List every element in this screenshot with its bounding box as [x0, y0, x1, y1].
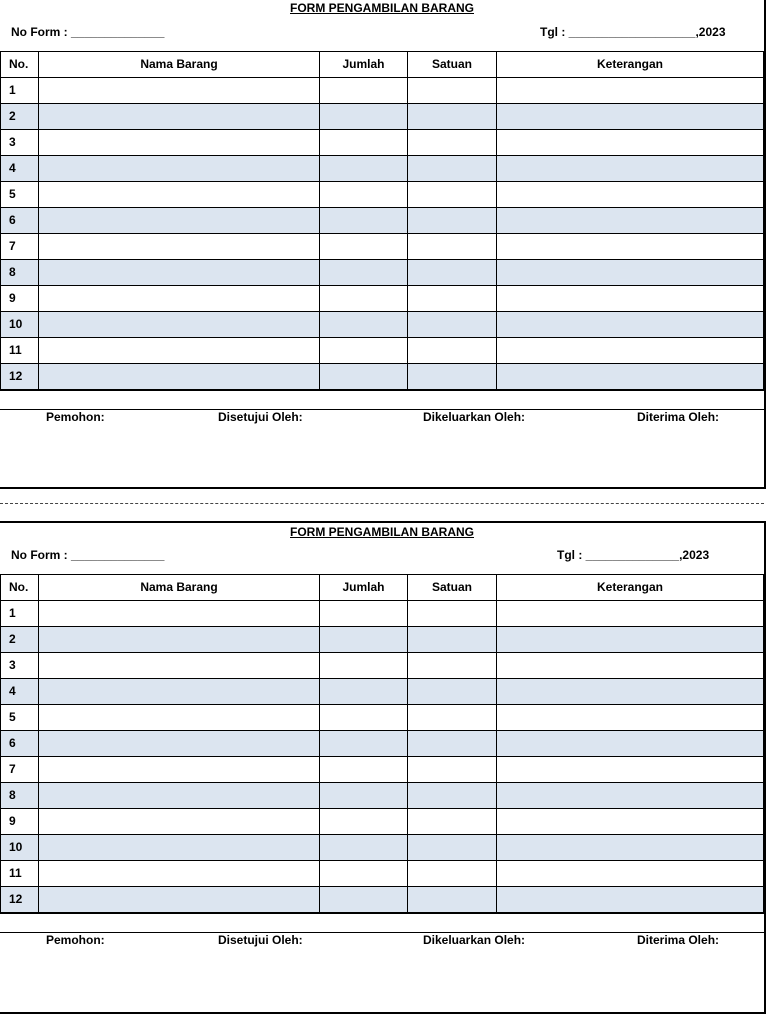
row-number-cell: 8	[1, 783, 39, 809]
row-number-cell: 2	[1, 104, 39, 130]
table-row	[1, 887, 764, 914]
notes-cell[interactable]	[497, 705, 764, 731]
unit-cell[interactable]	[408, 653, 497, 679]
unit-cell[interactable]	[408, 156, 497, 182]
quantity-cell[interactable]	[320, 338, 408, 364]
table-row	[1, 286, 764, 312]
signature-received-by: Diterima Oleh:	[637, 933, 720, 947]
notes-cell[interactable]	[497, 260, 764, 286]
table-row	[1, 104, 764, 130]
table-row	[1, 653, 764, 679]
quantity-cell[interactable]	[320, 653, 408, 679]
quantity-cell[interactable]	[320, 809, 408, 835]
quantity-cell[interactable]	[320, 78, 408, 104]
table-header-row	[1, 52, 764, 78]
row-number-cell: 11	[1, 338, 39, 364]
col-header-unit: Satuan	[408, 575, 497, 601]
table-row	[1, 861, 764, 887]
notes-cell[interactable]	[497, 601, 764, 627]
item-name-cell[interactable]	[39, 156, 320, 182]
table-row	[1, 731, 764, 757]
row-number-cell: 12	[1, 887, 39, 914]
form-title: FORM PENGAMBILAN BARANG	[290, 1, 474, 15]
col-header-notes: Keterangan	[497, 575, 764, 601]
item-name-cell[interactable]	[39, 731, 320, 757]
notes-cell[interactable]	[497, 364, 764, 391]
row-number-cell: 10	[1, 312, 39, 338]
table-header-row	[1, 575, 764, 601]
signature-issued-by: Dikeluarkan Oleh:	[423, 410, 526, 424]
unit-cell[interactable]	[408, 731, 497, 757]
item-name-cell[interactable]	[39, 861, 320, 887]
item-name-cell[interactable]	[39, 653, 320, 679]
signature-approved-by: Disetujui Oleh:	[218, 410, 303, 424]
table-row	[1, 809, 764, 835]
item-name-cell[interactable]	[39, 705, 320, 731]
item-name-cell[interactable]	[39, 887, 320, 914]
item-name-cell[interactable]	[39, 809, 320, 835]
unit-cell[interactable]	[408, 705, 497, 731]
quantity-cell[interactable]	[320, 705, 408, 731]
row-number-cell: 7	[1, 234, 39, 260]
item-name-cell[interactable]	[39, 783, 320, 809]
unit-cell[interactable]	[408, 601, 497, 627]
col-header-no: No.	[1, 575, 39, 601]
notes-cell[interactable]	[497, 783, 764, 809]
quantity-cell[interactable]	[320, 260, 408, 286]
unit-cell[interactable]	[408, 809, 497, 835]
table-row	[1, 601, 764, 627]
col-header-quantity: Jumlah	[320, 575, 408, 601]
table-row	[1, 783, 764, 809]
notes-cell[interactable]	[497, 757, 764, 783]
signature-applicant: Pemohon:	[46, 933, 105, 947]
notes-cell[interactable]	[497, 312, 764, 338]
row-number-cell: 12	[1, 364, 39, 391]
table-row	[1, 260, 764, 286]
row-number-cell: 1	[1, 601, 39, 627]
unit-cell[interactable]	[408, 312, 497, 338]
date-field[interactable]: Tgl : ______________,2023	[557, 548, 710, 562]
unit-cell[interactable]	[408, 887, 497, 914]
col-header-unit: Satuan	[408, 52, 497, 78]
quantity-cell[interactable]	[320, 364, 408, 391]
unit-cell[interactable]	[408, 783, 497, 809]
row-number-cell: 10	[1, 835, 39, 861]
items-table-body	[1, 601, 764, 914]
unit-cell[interactable]	[408, 104, 497, 130]
notes-cell[interactable]	[497, 234, 764, 260]
quantity-cell[interactable]	[320, 182, 408, 208]
unit-cell[interactable]	[408, 757, 497, 783]
table-row	[1, 182, 764, 208]
item-name-cell[interactable]	[39, 835, 320, 861]
unit-cell[interactable]	[408, 835, 497, 861]
unit-cell[interactable]	[408, 208, 497, 234]
item-name-cell[interactable]	[39, 679, 320, 705]
items-table	[0, 51, 764, 391]
quantity-cell[interactable]	[320, 286, 408, 312]
row-number-cell: 8	[1, 260, 39, 286]
quantity-cell[interactable]	[320, 627, 408, 653]
quantity-cell[interactable]	[320, 312, 408, 338]
notes-cell[interactable]	[497, 182, 764, 208]
date-field[interactable]: Tgl : ___________________,2023	[540, 25, 726, 39]
row-number-cell: 6	[1, 208, 39, 234]
col-header-item-name: Nama Barang	[39, 52, 320, 78]
row-number-cell: 9	[1, 286, 39, 312]
row-number-cell: 2	[1, 627, 39, 653]
item-name-cell[interactable]	[39, 601, 320, 627]
col-header-quantity: Jumlah	[320, 52, 408, 78]
item-name-cell[interactable]	[39, 627, 320, 653]
notes-cell[interactable]	[497, 835, 764, 861]
signature-applicant: Pemohon:	[46, 410, 105, 424]
notes-cell[interactable]	[497, 679, 764, 705]
form-number-field[interactable]: No Form : ______________	[11, 25, 165, 39]
notes-cell[interactable]	[497, 338, 764, 364]
item-name-cell[interactable]	[39, 338, 320, 364]
unit-cell[interactable]	[408, 78, 497, 104]
notes-cell[interactable]	[497, 78, 764, 104]
quantity-cell[interactable]	[320, 130, 408, 156]
item-name-cell[interactable]	[39, 208, 320, 234]
item-name-cell[interactable]	[39, 182, 320, 208]
unit-cell[interactable]	[408, 234, 497, 260]
row-number-cell: 11	[1, 861, 39, 887]
table-row	[1, 208, 764, 234]
quantity-cell[interactable]	[320, 208, 408, 234]
quantity-cell[interactable]	[320, 731, 408, 757]
quantity-cell[interactable]	[320, 757, 408, 783]
item-name-cell[interactable]	[39, 757, 320, 783]
notes-cell[interactable]	[497, 130, 764, 156]
table-row	[1, 627, 764, 653]
table-row	[1, 234, 764, 260]
form-number-field[interactable]: No Form : ______________	[11, 548, 165, 562]
col-header-no: No.	[1, 52, 39, 78]
unit-cell[interactable]	[408, 286, 497, 312]
row-number-cell: 4	[1, 679, 39, 705]
row-number-cell: 9	[1, 809, 39, 835]
notes-cell[interactable]	[497, 104, 764, 130]
item-name-cell[interactable]	[39, 104, 320, 130]
table-row	[1, 78, 764, 104]
row-number-cell: 5	[1, 705, 39, 731]
row-number-cell: 5	[1, 182, 39, 208]
unit-cell[interactable]	[408, 130, 497, 156]
notes-cell[interactable]	[497, 156, 764, 182]
table-row	[1, 757, 764, 783]
table-row	[1, 130, 764, 156]
table-row	[1, 338, 764, 364]
item-name-cell[interactable]	[39, 286, 320, 312]
signature-received-by: Diterima Oleh:	[637, 410, 720, 424]
unit-cell[interactable]	[408, 679, 497, 705]
table-row	[1, 705, 764, 731]
item-name-cell[interactable]	[39, 234, 320, 260]
notes-cell[interactable]	[497, 731, 764, 757]
signature-approved-by: Disetujui Oleh:	[218, 933, 303, 947]
unit-cell[interactable]	[408, 627, 497, 653]
table-row	[1, 364, 764, 391]
unit-cell[interactable]	[408, 338, 497, 364]
row-number-cell: 7	[1, 757, 39, 783]
quantity-cell[interactable]	[320, 104, 408, 130]
notes-cell[interactable]	[497, 208, 764, 234]
quantity-cell[interactable]	[320, 679, 408, 705]
notes-cell[interactable]	[497, 887, 764, 914]
row-number-cell: 3	[1, 653, 39, 679]
row-number-cell: 6	[1, 731, 39, 757]
items-table	[0, 574, 764, 914]
col-header-item-name: Nama Barang	[39, 575, 320, 601]
quantity-cell[interactable]	[320, 783, 408, 809]
item-name-cell[interactable]	[39, 78, 320, 104]
table-row	[1, 835, 764, 861]
unit-cell[interactable]	[408, 861, 497, 887]
unit-cell[interactable]	[408, 182, 497, 208]
notes-cell[interactable]	[497, 653, 764, 679]
row-number-cell: 3	[1, 130, 39, 156]
pickup-form-1	[0, 0, 766, 489]
item-name-cell[interactable]	[39, 260, 320, 286]
signature-issued-by: Dikeluarkan Oleh:	[423, 933, 526, 947]
table-row	[1, 156, 764, 182]
notes-cell[interactable]	[497, 286, 764, 312]
unit-cell[interactable]	[408, 260, 497, 286]
quantity-cell[interactable]	[320, 861, 408, 887]
notes-cell[interactable]	[497, 861, 764, 887]
pickup-form-2	[0, 521, 766, 1014]
item-name-cell[interactable]	[39, 312, 320, 338]
table-row	[1, 312, 764, 338]
notes-cell[interactable]	[497, 809, 764, 835]
col-header-notes: Keterangan	[497, 52, 764, 78]
notes-cell[interactable]	[497, 627, 764, 653]
quantity-cell[interactable]	[320, 234, 408, 260]
unit-cell[interactable]	[408, 364, 497, 391]
quantity-cell[interactable]	[320, 601, 408, 627]
item-name-cell[interactable]	[39, 130, 320, 156]
table-row	[1, 679, 764, 705]
quantity-cell[interactable]	[320, 835, 408, 861]
form-title: FORM PENGAMBILAN BARANG	[290, 525, 474, 539]
row-number-cell: 4	[1, 156, 39, 182]
item-name-cell[interactable]	[39, 364, 320, 391]
items-table-body	[1, 78, 764, 391]
quantity-cell[interactable]	[320, 887, 408, 914]
quantity-cell[interactable]	[320, 156, 408, 182]
row-number-cell: 1	[1, 78, 39, 104]
cut-line	[0, 503, 764, 504]
